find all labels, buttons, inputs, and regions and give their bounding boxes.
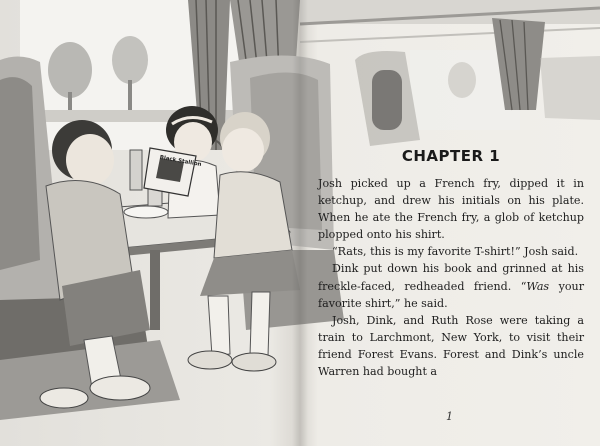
book-cover-text: Black Stallion — [159, 154, 202, 169]
paragraph-3-end: your favorite shirt,” he said. — [318, 279, 584, 310]
paragraph-3-emphasis: Was — [526, 279, 550, 293]
paragraph-2: “Rats, this is my favorite T-shirt!” Josh said. — [332, 245, 579, 259]
paragraph-3 — [318, 260, 584, 311]
chapter-title: CHAPTER 1 — [401, 147, 501, 165]
paragraph-3-start: Dink put down his book and grinned at his freckle-faced, redheaded friend. “ — [318, 262, 584, 293]
paragraph-1: Josh picked up a French fry, dipped it in ketchup, and drew his initials on his plate. When he ate the French fry, a glob of ketchup plopped onto his shirt. — [318, 177, 584, 242]
page-number: 1 — [446, 410, 453, 423]
page-gutter — [292, 0, 308, 446]
paragraph-4: Josh, Dink, and Ruth Rose were taking a train to Larchmont, New York, to visit their friend Forest Evans. Forest and Dink’s uncle Warren had bought a — [318, 313, 584, 379]
right-page-text — [318, 147, 584, 380]
